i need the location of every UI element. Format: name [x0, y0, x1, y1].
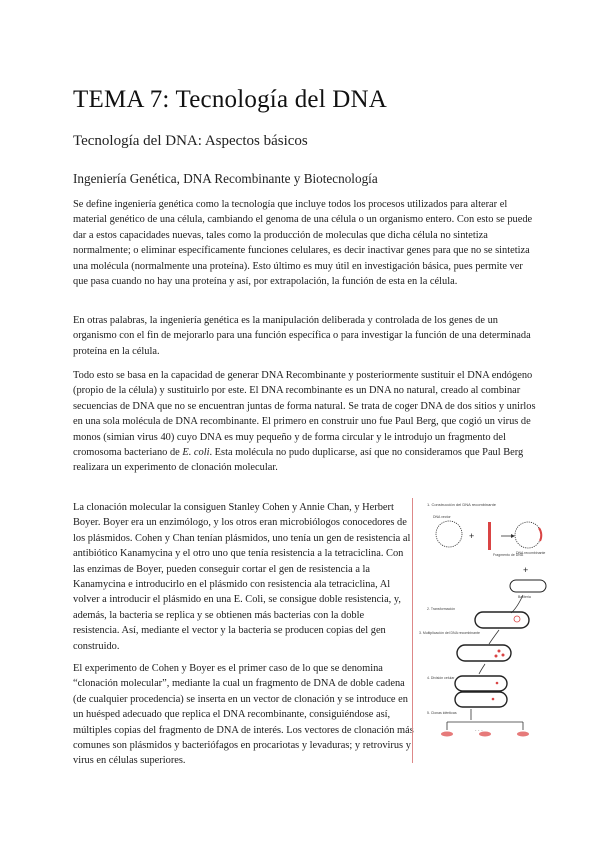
clone-colony	[441, 732, 453, 737]
label-bacteria: Bacteria	[518, 595, 531, 599]
plasmid-in-cell	[514, 616, 520, 622]
clone-colony	[517, 732, 529, 737]
multiplying-bacterium	[457, 645, 511, 661]
arrow-head	[511, 534, 515, 538]
bacterium-cell	[510, 580, 546, 592]
paragraph-recombinant-dna	[73, 368, 538, 476]
clone-dots: · · ·	[475, 728, 483, 734]
plasmid-copy	[495, 655, 498, 658]
cloning-diagram-svg	[413, 498, 548, 763]
species-name: E. coli	[182, 447, 210, 459]
paragraph-definition: Se define ingeniería genética como la tecnología que incluye todos los procesos utilizados para alterar el material genético de una célula, cambiando el genoma de una célula o un organismo entero. Con esto se puede dar a estos capacidades nuevas, tales como la producción de moleculas que dicha célula no sintetiza normalmente; o eliminar específicamente funciones celulares, es decir inactivar genes para que no se sintetiza una molécula (normalmente una proteína). Esto último es muy útil en investigación básica, pues permite ver que pasa cuando no hay una proteína y así, por extrapolación, la función de esta en la célula.	[73, 199, 533, 288]
arrow-multiplication	[489, 630, 499, 644]
label-step-4: 4. División celular	[427, 676, 455, 680]
dna-fragment	[488, 522, 491, 550]
cloning-diagram	[412, 498, 548, 763]
label-recombinant: DNA recombinante	[516, 551, 546, 555]
vector-plasmid	[436, 521, 462, 547]
page-title: TEMA 7: Tecnología del DNA	[73, 86, 388, 113]
dividing-bacterium-bottom	[455, 692, 507, 707]
paragraph-cohen-boyer: El experimento de Cohen y Boyer es el primer caso de lo que se denomina “clonación molecular”, mediante la cual un fragmento de DNA de doble cadena (de cualquier procedencia) se inserta en un vector de clonación y se introduce en un huésped adecuado que replica el DNA recombinante, consiguiéndose así, múltiples copias del fragmento de DNA de interés. Los vectores de clonación más comunes son plásmidos y bacteriófagos en procariotas y levaduras; y retrovirus y virus en células superiores.	[73, 663, 414, 767]
paragraph-molecular-cloning: La clonación molecular la consiguen Stanley Cohen y Annie Chan, y Herbert Boyer. Boyer era un enzimólogo, y los otros eran microbiólogos conocedores de los plásmidos. Cohen y Chan tenían plásmidos, uno tenía un gen de resistencia al antibiótico Kanamycina y el otro uno que tenía resistencia a la tetraciclina. Con las enzimas de Boyer, pueden conseguir cortar el gen de resistencia a la Kanamycina e introducirlo en el plásmido con resistencia ala tetraciclina, Al volver a introducir el plásmido en una E. Coli, se consigue doble resistencia, y, además, la bacteria se replica y se obtienen más bacterias con la doble resistencia. Así, mediante el vector y la bacteria se producen copias del gen construido.	[73, 502, 411, 652]
paragraph-other-words: En otras palabras, la ingeniería genética es la manipulación deliberada y controlada de los genes de un organismo con el fin de mejorarlo para una función específica o para investigar la función de una determinada proteína en la célula.	[73, 315, 531, 357]
label-vector: DNA vector	[433, 515, 451, 519]
dividing-bacterium-top	[455, 676, 507, 691]
subtitle: Tecnología del DNA: Aspectos básicos	[73, 133, 308, 149]
recombinant-plasmid	[515, 522, 541, 548]
arrow-division	[479, 664, 485, 674]
label-step-1: 1. Construcción del DNA recombinante	[427, 502, 496, 507]
label-step-5: 5. Clonas idénticas	[427, 711, 457, 715]
plasmid-copy	[502, 654, 505, 657]
plus-sign: +	[523, 565, 529, 575]
transformed-bacterium	[475, 612, 529, 628]
plasmid-copy	[496, 682, 499, 685]
label-step-3: 3. Multiplicación del DNA recombinante	[419, 631, 480, 635]
plus-sign: +	[469, 531, 475, 541]
paragraph-text: Todo esto se basa en la capacidad de generar DNA Recombinante y posteriormente sustituir el DNA endógeno (propio de la célula) y sustituirlo por este. El DNA recombinante es un DNA no natural, creado al combinar secuencias de DNA que no se encuentran juntas de forma natural. Se trata de coger DNA de dos sitios y unirlos en una sola molécula de DNA recombinante. El primero en construir uno fue Paul Berg, que cogió un virus de monos (simian virus 40) cuyo DNA es muy pequeño y de forma circular y le introdujo un fragmento del cromosoma bacteriano de	[73, 370, 536, 459]
plasmid-copy	[498, 650, 501, 653]
plasmid-copy	[492, 698, 495, 701]
insert-segment	[539, 528, 541, 541]
label-fragment: Fragmento de DNA	[493, 553, 524, 557]
label-step-2: 2. Transformación	[427, 607, 456, 611]
section-heading: Ingeniería Genética, DNA Recombinante y Biotecnología	[73, 171, 378, 186]
paragraph-text: . Esta molécula no pudo duplicarse, así que no consideramos que Paul Berg realizara un experimento de clonación molecular.	[73, 447, 524, 474]
